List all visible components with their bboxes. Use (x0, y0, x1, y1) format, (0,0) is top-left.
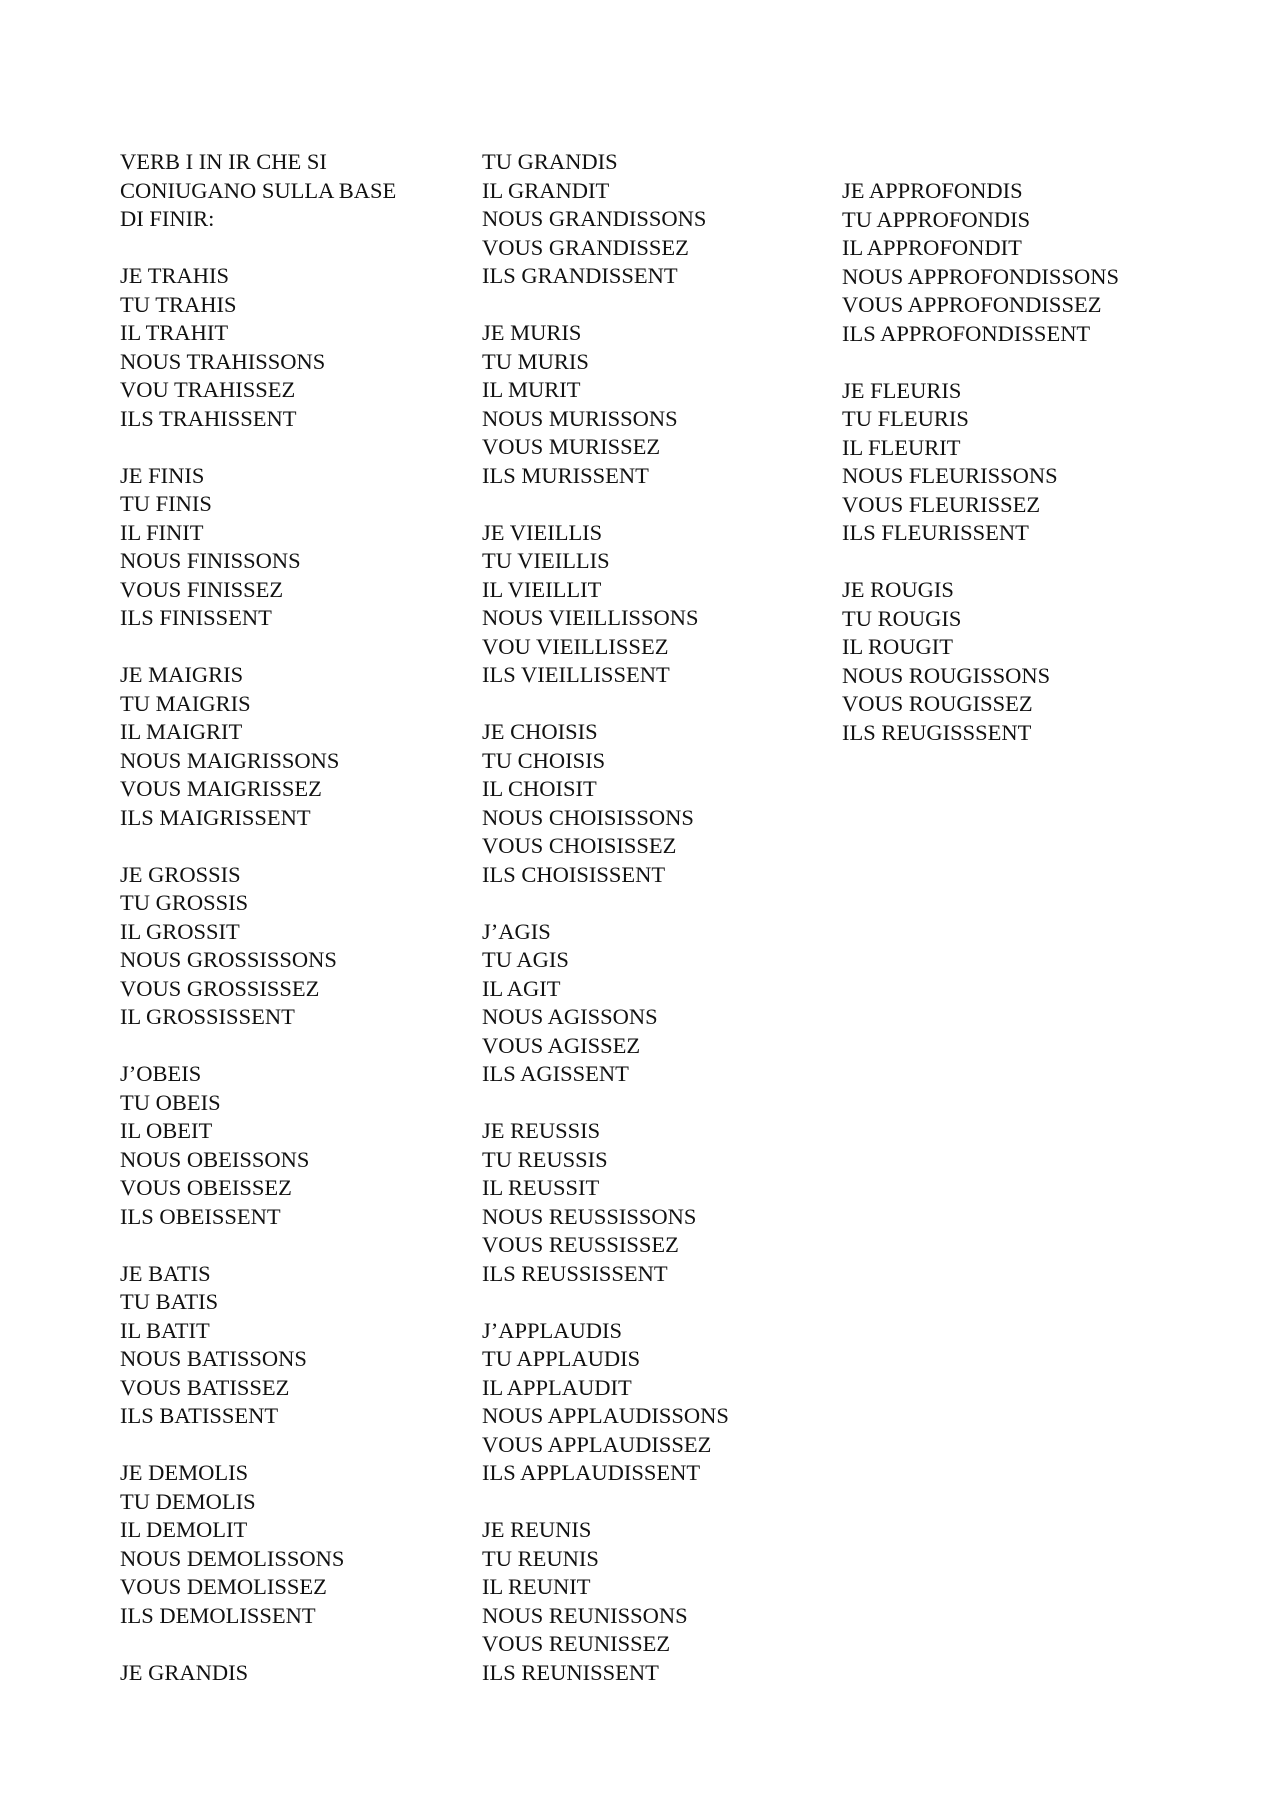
conjugation-line: NOUS MURISSONS (482, 405, 678, 431)
conjugation-line: VOUS FINISSEZ (120, 576, 284, 602)
conjugation-line: JE MAIGRIS (120, 662, 244, 687)
conjugation-line: VOU VIEILLISSEZ (482, 633, 669, 659)
conjugation-line: VOUS MAIGRISSEZ (120, 776, 322, 801)
conjugation-line: NOUS OBEISSONS (120, 1146, 310, 1172)
conjugation-line: VOUS REUNISSEZ (482, 1631, 671, 1656)
conjugation-line: NOUS VIEILLISSONS (482, 605, 699, 630)
conjugation-line: JE VIEILLIS (482, 519, 603, 545)
conjugation-line: VOU TRAHISSEZ (120, 377, 296, 402)
conjugation-line: VOUS OBEISSEZ (120, 1175, 292, 1200)
conjugation-line: TU CHOISIS (482, 747, 606, 773)
conjugation-line: NOUS GROSSISSONS (120, 947, 337, 972)
conjugation-line: VOUS ROUGISSEZ (842, 691, 1033, 716)
conjugation-line: VERB I IN IR CHE SI (120, 149, 327, 174)
conjugation-line: ILS APPROFONDISSENT (842, 320, 1091, 346)
conjugation-line: ILS REUGISSSENT (842, 719, 1032, 745)
conjugation-line: VOUS AGISSEZ (482, 1032, 641, 1058)
blank-line (120, 832, 396, 861)
blank-line (482, 1488, 729, 1517)
conjugation-line: IL APPROFONDIT (842, 235, 1022, 260)
conjugation-line: JE APPROFONDIS (842, 178, 1023, 203)
conjugation-line: JE GROSSIS (120, 861, 241, 887)
blank-line (120, 234, 396, 263)
conjugation-line: VOUS GRANDISSEZ (482, 234, 689, 260)
conjugation-line: TU MAIGRIS (120, 690, 251, 716)
conjugation-line: ILS CHOISISSENT (482, 861, 666, 887)
text-column-1 (120, 148, 396, 1687)
conjugation-line: VOUS MURISSEZ (482, 434, 661, 459)
conjugation-line: NOUS TRAHISSONS (120, 348, 326, 374)
conjugation-line: IL VIEILLIT (482, 576, 602, 602)
conjugation-line: TU BATIS (120, 1289, 219, 1314)
conjugation-line: ILS AGISSENT (482, 1061, 629, 1086)
conjugation-line: J’APPLAUDIS (482, 1317, 623, 1343)
conjugation-line: IL FINIT (120, 519, 204, 545)
text-column-3 (842, 177, 1119, 747)
conjugation-line: IL DEMOLIT (120, 1517, 248, 1542)
conjugation-line: NOUS FINISSONS (120, 548, 301, 573)
conjugation-line: VOUS REUSSISSEZ (482, 1232, 679, 1257)
conjugation-line: IL AGIT (482, 975, 561, 1001)
conjugation-line: NOUS AGISSONS (482, 1004, 658, 1029)
blank-line (482, 291, 729, 320)
blank-line (120, 1032, 396, 1061)
conjugation-line: IL CHOISIT (482, 776, 597, 801)
conjugation-line: TU TRAHIS (120, 291, 237, 317)
blank-line (842, 348, 1119, 377)
conjugation-line: JE MURIS (482, 320, 582, 345)
conjugation-line: J’AGIS (482, 918, 551, 944)
conjugation-line: IL GROSSISSENT (120, 1004, 295, 1029)
conjugation-line: TU GROSSIS (120, 890, 249, 915)
conjugation-line: NOUS REUSSISSONS (482, 1203, 697, 1229)
conjugation-line: ILS OBEISSENT (120, 1203, 281, 1229)
conjugation-line: NOUS APPROFONDISSONS (842, 263, 1119, 289)
conjugation-line: NOUS CHOISISSONS (482, 804, 694, 830)
conjugation-line: TU AGIS (482, 947, 569, 972)
conjugation-line: VOUS DEMOLISSEZ (120, 1574, 327, 1599)
conjugation-line: J’OBEIS (120, 1061, 202, 1086)
conjugation-line: ILS VIEILLISSENT (482, 662, 670, 687)
conjugation-line: JE REUSSIS (482, 1118, 601, 1143)
conjugation-line: JE GRANDIS (120, 1659, 249, 1685)
conjugation-line: ILS GRANDISSENT (482, 263, 678, 288)
conjugation-line: VOUS FLEURISSEZ (842, 491, 1041, 517)
conjugation-line: TU OBEIS (120, 1089, 221, 1115)
conjugation-line: CONIUGANO SULLA BASE (120, 177, 397, 203)
conjugation-line: TU VIEILLIS (482, 548, 610, 573)
conjugation-line: IL BATIT (120, 1317, 210, 1343)
conjugation-line: JE REUNIS (482, 1517, 592, 1542)
conjugation-line: TU REUSSIS (482, 1146, 608, 1172)
conjugation-line: TU GRANDIS (482, 149, 618, 174)
conjugation-line: IL APPLAUDIT (482, 1374, 632, 1400)
conjugation-line: IL OBEIT (120, 1118, 213, 1143)
conjugation-line: ILS DEMOLISSENT (120, 1602, 316, 1628)
conjugation-line: VOUS GROSSISSEZ (120, 975, 320, 1001)
conjugation-line: ILS MURISSENT (482, 462, 649, 488)
text-column-2 (482, 148, 729, 1687)
conjugation-line: ILS REUSSISSENT (482, 1260, 668, 1286)
conjugation-line: ILS FINISSENT (120, 605, 272, 630)
conjugation-line: ILS MAIGRISSENT (120, 804, 311, 830)
conjugation-line: IL MURIT (482, 377, 581, 402)
conjugation-line: VOUS APPROFONDISSEZ (842, 292, 1102, 317)
conjugation-line: VOUS CHOISISSEZ (482, 833, 677, 858)
conjugation-line: IL GROSSIT (120, 918, 240, 944)
conjugation-line: TU ROUGIS (842, 605, 962, 631)
conjugation-line: IL MAIGRIT (120, 719, 243, 744)
blank-line (120, 1231, 396, 1260)
blank-line (482, 490, 729, 519)
conjugation-line: IL TRAHIT (120, 320, 229, 345)
conjugation-line: NOUS ROUGISSONS (842, 662, 1051, 688)
conjugation-line: NOUS REUNISSONS (482, 1602, 688, 1628)
blank-line (482, 1288, 729, 1317)
blank-line (120, 1431, 396, 1460)
conjugation-line: IL REUSSIT (482, 1175, 600, 1200)
blank-line (120, 633, 396, 662)
conjugation-line: ILS TRAHISSENT (120, 405, 297, 431)
conjugation-line: JE DEMOLIS (120, 1460, 249, 1485)
conjugation-line: IL ROUGIT (842, 634, 954, 659)
conjugation-line: IL GRANDIT (482, 177, 610, 203)
conjugation-line: IL REUNIT (482, 1574, 591, 1599)
conjugation-line: JE BATIS (120, 1260, 211, 1286)
conjugation-line: TU APPROFONDIS (842, 206, 1031, 232)
blank-line (482, 690, 729, 719)
conjugation-line: TU FINIS (120, 491, 212, 516)
conjugation-line: TU APPLAUDIS (482, 1346, 641, 1371)
conjugation-line: VOUS APPLAUDISSEZ (482, 1431, 712, 1457)
blank-line (120, 1630, 396, 1659)
conjugation-line: JE ROUGIS (842, 577, 954, 602)
conjugation-line: ILS APPLAUDISSENT (482, 1460, 701, 1485)
conjugation-line: NOUS BATISSONS (120, 1346, 307, 1371)
conjugation-line: ILS FLEURISSENT (842, 520, 1029, 545)
conjugation-line: TU MURIS (482, 348, 589, 374)
blank-line (120, 433, 396, 462)
conjugation-line: TU FLEURIS (842, 406, 969, 431)
conjugation-line: TU REUNIS (482, 1545, 599, 1571)
blank-line (842, 548, 1119, 577)
conjugation-line: NOUS FLEURISSONS (842, 463, 1058, 488)
conjugation-line: DI FINIR: (120, 206, 215, 231)
conjugation-line: JE TRAHIS (120, 263, 229, 288)
conjugation-line: ILS REUNISSENT (482, 1659, 659, 1685)
conjugation-line: JE FINIS (120, 462, 205, 488)
conjugation-line: NOUS DEMOLISSONS (120, 1545, 345, 1571)
conjugation-line: NOUS MAIGRISSONS (120, 747, 340, 773)
conjugation-line: NOUS APPLAUDISSONS (482, 1403, 729, 1428)
conjugation-line: NOUS GRANDISSONS (482, 206, 707, 231)
conjugation-line: ILS BATISSENT (120, 1403, 279, 1428)
blank-line (482, 889, 729, 918)
blank-line (482, 1089, 729, 1118)
conjugation-line: IL FLEURIT (842, 434, 961, 460)
conjugation-line: JE FLEURIS (842, 377, 962, 403)
conjugation-line: VOUS BATISSEZ (120, 1374, 290, 1400)
conjugation-line: JE CHOISIS (482, 719, 598, 744)
conjugation-line: TU DEMOLIS (120, 1488, 256, 1514)
